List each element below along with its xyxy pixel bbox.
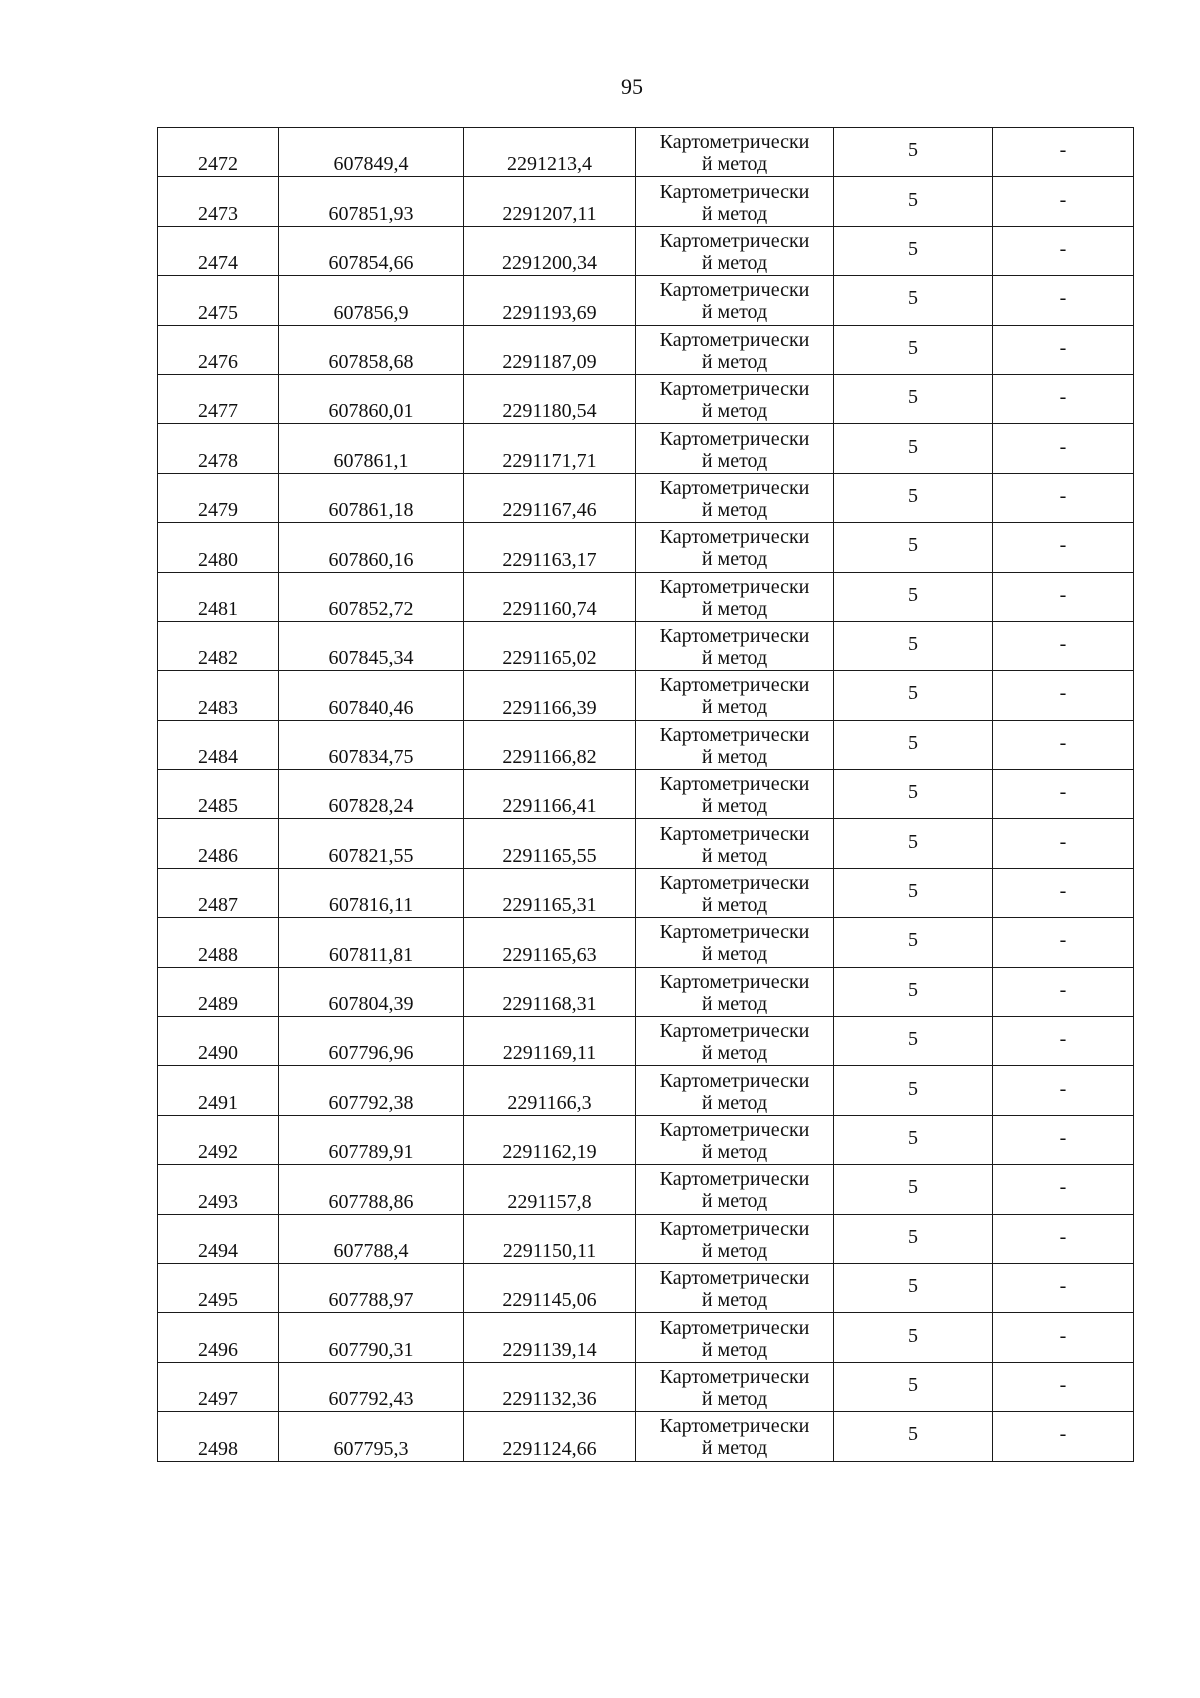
y-coordinate-cell: 2291132,36	[464, 1362, 636, 1411]
point-id-cell: 2486	[158, 819, 279, 868]
method-text-line: Картометрически	[659, 328, 810, 351]
note-cell: -	[993, 128, 1134, 177]
point-id-cell: 2479	[158, 473, 279, 522]
table-row	[158, 276, 1134, 325]
y-coordinate-cell: 2291145,06	[464, 1263, 636, 1312]
x-coordinate-cell: 607789,91	[279, 1115, 464, 1164]
method-text-line: й метод	[701, 894, 768, 917]
method-text-line: й метод	[701, 1289, 768, 1312]
table-row	[158, 523, 1134, 572]
y-coordinate-cell: 2291166,39	[464, 671, 636, 720]
method-text-line: й метод	[701, 350, 768, 373]
point-id-cell: 2485	[158, 770, 279, 819]
coordinates-table	[157, 127, 1134, 1462]
y-coordinate-cell: 2291207,11	[464, 177, 636, 226]
point-id-cell: 2482	[158, 621, 279, 670]
method-cell	[636, 967, 834, 1016]
accuracy-cell: 5	[834, 1017, 993, 1066]
accuracy-cell: 5	[834, 918, 993, 967]
note-cell: -	[993, 967, 1134, 1016]
method-text-line: Картометрически	[659, 970, 810, 993]
y-coordinate-cell: 2291166,41	[464, 770, 636, 819]
accuracy-cell: 5	[834, 177, 993, 226]
y-coordinate-cell: 2291150,11	[464, 1214, 636, 1263]
method-text-line: й метод	[701, 400, 768, 423]
accuracy-cell: 5	[834, 819, 993, 868]
accuracy-cell: 5	[834, 1214, 993, 1263]
table-row	[158, 1017, 1134, 1066]
x-coordinate-cell: 607834,75	[279, 720, 464, 769]
method-text-line: й метод	[701, 1190, 768, 1213]
table-row	[158, 177, 1134, 226]
method-text-line: й метод	[701, 548, 768, 571]
note-cell: -	[993, 720, 1134, 769]
method-text-line: й метод	[701, 498, 768, 521]
method-text-line: Картометрически	[659, 1069, 810, 1092]
method-text-line: й метод	[701, 301, 768, 324]
note-cell: -	[993, 1362, 1134, 1411]
method-text-line: й метод	[701, 1091, 768, 1114]
note-cell: -	[993, 1115, 1134, 1164]
table-row	[158, 918, 1134, 967]
accuracy-cell: 5	[834, 276, 993, 325]
point-id-cell: 2495	[158, 1263, 279, 1312]
method-cell	[636, 523, 834, 572]
accuracy-cell: 5	[834, 720, 993, 769]
y-coordinate-cell: 2291166,82	[464, 720, 636, 769]
x-coordinate-cell: 607816,11	[279, 868, 464, 917]
table-row	[158, 1313, 1134, 1362]
point-id-cell: 2481	[158, 572, 279, 621]
method-cell	[636, 325, 834, 374]
table-row	[158, 819, 1134, 868]
method-cell	[636, 1115, 834, 1164]
note-cell: -	[993, 621, 1134, 670]
point-id-cell: 2491	[158, 1066, 279, 1115]
y-coordinate-cell: 2291180,54	[464, 374, 636, 423]
method-cell	[636, 424, 834, 473]
x-coordinate-cell: 607795,3	[279, 1412, 464, 1461]
x-coordinate-cell: 607858,68	[279, 325, 464, 374]
y-coordinate-cell: 2291165,55	[464, 819, 636, 868]
note-cell: -	[993, 918, 1134, 967]
note-cell: -	[993, 1412, 1134, 1461]
x-coordinate-cell: 607804,39	[279, 967, 464, 1016]
method-text-line: й метод	[701, 943, 768, 966]
table-row	[158, 868, 1134, 917]
x-coordinate-cell: 607849,4	[279, 128, 464, 177]
table-row	[158, 967, 1134, 1016]
y-coordinate-cell: 2291171,71	[464, 424, 636, 473]
method-cell	[636, 1214, 834, 1263]
method-cell	[636, 1313, 834, 1362]
point-id-cell: 2494	[158, 1214, 279, 1263]
method-text-line: Картометрически	[659, 822, 810, 845]
x-coordinate-cell: 607796,96	[279, 1017, 464, 1066]
method-text-line: Картометрически	[659, 1020, 810, 1043]
method-cell	[636, 1066, 834, 1115]
y-coordinate-cell: 2291168,31	[464, 967, 636, 1016]
method-text-line: Картометрически	[659, 1365, 810, 1388]
method-cell	[636, 374, 834, 423]
y-coordinate-cell: 2291187,09	[464, 325, 636, 374]
method-cell	[636, 128, 834, 177]
method-cell	[636, 473, 834, 522]
y-coordinate-cell: 2291169,11	[464, 1017, 636, 1066]
method-cell	[636, 868, 834, 917]
method-text-line: Картометрически	[659, 279, 810, 302]
x-coordinate-cell: 607860,16	[279, 523, 464, 572]
method-text-line: й метод	[701, 1387, 768, 1410]
accuracy-cell: 5	[834, 1412, 993, 1461]
method-text-line: й метод	[701, 1437, 768, 1460]
method-cell	[636, 1263, 834, 1312]
method-text-line: Картометрически	[659, 575, 810, 598]
x-coordinate-cell: 607811,81	[279, 918, 464, 967]
method-text-line: Картометрически	[659, 872, 810, 895]
y-coordinate-cell: 2291166,3	[464, 1066, 636, 1115]
point-id-cell: 2480	[158, 523, 279, 572]
method-cell	[636, 177, 834, 226]
accuracy-cell: 5	[834, 621, 993, 670]
method-text-line: Картометрически	[659, 921, 810, 944]
method-text-line: Картометрически	[659, 1168, 810, 1191]
method-cell	[636, 226, 834, 275]
table-row	[158, 1412, 1134, 1461]
method-text-line: й метод	[701, 1042, 768, 1065]
x-coordinate-cell: 607788,86	[279, 1165, 464, 1214]
y-coordinate-cell: 2291165,63	[464, 918, 636, 967]
method-text-line: Картометрически	[659, 1415, 810, 1438]
table-row	[158, 325, 1134, 374]
table-row	[158, 1066, 1134, 1115]
table-row	[158, 1263, 1134, 1312]
method-cell	[636, 1412, 834, 1461]
method-text-line: й метод	[701, 153, 768, 176]
x-coordinate-cell: 607821,55	[279, 819, 464, 868]
point-id-cell: 2477	[158, 374, 279, 423]
x-coordinate-cell: 607788,97	[279, 1263, 464, 1312]
method-text-line: й метод	[701, 844, 768, 867]
note-cell: -	[993, 1017, 1134, 1066]
y-coordinate-cell: 2291213,4	[464, 128, 636, 177]
method-text-line: Картометрически	[659, 1267, 810, 1290]
note-cell: -	[993, 276, 1134, 325]
table-row	[158, 1362, 1134, 1411]
method-text-line: й метод	[701, 251, 768, 274]
y-coordinate-cell: 2291167,46	[464, 473, 636, 522]
method-cell	[636, 1165, 834, 1214]
method-cell	[636, 572, 834, 621]
accuracy-cell: 5	[834, 967, 993, 1016]
x-coordinate-cell: 607792,38	[279, 1066, 464, 1115]
method-text-line: й метод	[701, 795, 768, 818]
method-text-line: Картометрически	[659, 378, 810, 401]
method-text-line: й метод	[701, 696, 768, 719]
accuracy-cell: 5	[834, 572, 993, 621]
y-coordinate-cell: 2291165,31	[464, 868, 636, 917]
note-cell: -	[993, 1165, 1134, 1214]
table-row	[158, 424, 1134, 473]
point-id-cell: 2490	[158, 1017, 279, 1066]
accuracy-cell: 5	[834, 770, 993, 819]
method-cell	[636, 819, 834, 868]
x-coordinate-cell: 607840,46	[279, 671, 464, 720]
point-id-cell: 2492	[158, 1115, 279, 1164]
x-coordinate-cell: 607788,4	[279, 1214, 464, 1263]
note-cell: -	[993, 1066, 1134, 1115]
x-coordinate-cell: 607852,72	[279, 572, 464, 621]
method-text-line: Картометрически	[659, 1217, 810, 1240]
x-coordinate-cell: 607854,66	[279, 226, 464, 275]
method-cell	[636, 918, 834, 967]
accuracy-cell: 5	[834, 473, 993, 522]
accuracy-cell: 5	[834, 226, 993, 275]
accuracy-cell: 5	[834, 1313, 993, 1362]
note-cell: -	[993, 177, 1134, 226]
table-row	[158, 671, 1134, 720]
table-row	[158, 128, 1134, 177]
x-coordinate-cell: 607860,01	[279, 374, 464, 423]
method-text-line: Картометрически	[659, 131, 810, 154]
page-number: 95	[621, 74, 643, 99]
accuracy-cell: 5	[834, 523, 993, 572]
method-text-line: Картометрически	[659, 1316, 810, 1339]
accuracy-cell: 5	[834, 671, 993, 720]
accuracy-cell: 5	[834, 374, 993, 423]
y-coordinate-cell: 2291124,66	[464, 1412, 636, 1461]
y-coordinate-cell: 2291200,34	[464, 226, 636, 275]
y-coordinate-cell: 2291193,69	[464, 276, 636, 325]
table-row	[158, 1115, 1134, 1164]
method-text-line: Картометрически	[659, 427, 810, 450]
method-cell	[636, 671, 834, 720]
point-id-cell: 2474	[158, 226, 279, 275]
x-coordinate-cell: 607861,1	[279, 424, 464, 473]
y-coordinate-cell: 2291139,14	[464, 1313, 636, 1362]
point-id-cell: 2498	[158, 1412, 279, 1461]
note-cell: -	[993, 325, 1134, 374]
table-row	[158, 1165, 1134, 1214]
point-id-cell: 2476	[158, 325, 279, 374]
coordinates-table-body	[158, 128, 1134, 1462]
y-coordinate-cell: 2291160,74	[464, 572, 636, 621]
method-text-line: Картометрически	[659, 773, 810, 796]
method-text-line: й метод	[701, 597, 768, 620]
point-id-cell: 2496	[158, 1313, 279, 1362]
method-text-line: й метод	[701, 1141, 768, 1163]
point-id-cell: 2493	[158, 1165, 279, 1214]
y-coordinate-cell: 2291157,8	[464, 1165, 636, 1214]
table-row	[158, 770, 1134, 819]
table-row	[158, 572, 1134, 621]
accuracy-cell: 5	[834, 1263, 993, 1312]
note-cell: -	[993, 424, 1134, 473]
note-cell: -	[993, 572, 1134, 621]
note-cell: -	[993, 1313, 1134, 1362]
accuracy-cell: 5	[834, 1362, 993, 1411]
note-cell: -	[993, 671, 1134, 720]
y-coordinate-cell: 2291163,17	[464, 523, 636, 572]
method-cell	[636, 621, 834, 670]
note-cell: -	[993, 819, 1134, 868]
table-row	[158, 226, 1134, 275]
accuracy-cell: 5	[834, 1066, 993, 1115]
x-coordinate-cell: 607792,43	[279, 1362, 464, 1411]
method-text-line: й метод	[701, 745, 768, 768]
method-text-line: Картометрически	[659, 476, 810, 499]
accuracy-cell: 5	[834, 128, 993, 177]
point-id-cell: 2472	[158, 128, 279, 177]
note-cell: -	[993, 523, 1134, 572]
method-text-line: Картометрически	[659, 674, 810, 697]
method-text-line: й метод	[701, 1239, 768, 1262]
x-coordinate-cell: 607845,34	[279, 621, 464, 670]
accuracy-cell: 5	[834, 1165, 993, 1214]
method-text-line: й метод	[701, 992, 768, 1015]
note-cell: -	[993, 1214, 1134, 1263]
y-coordinate-cell: 2291165,02	[464, 621, 636, 670]
point-id-cell: 2489	[158, 967, 279, 1016]
method-cell	[636, 720, 834, 769]
x-coordinate-cell: 607790,31	[279, 1313, 464, 1362]
accuracy-cell: 5	[834, 424, 993, 473]
x-coordinate-cell: 607828,24	[279, 770, 464, 819]
point-id-cell: 2475	[158, 276, 279, 325]
y-coordinate-cell: 2291162,19	[464, 1115, 636, 1164]
note-cell: -	[993, 473, 1134, 522]
method-text-line: Картометрически	[659, 723, 810, 746]
method-text-line: Картометрически	[659, 229, 810, 252]
method-text-line: Картометрически	[659, 1119, 810, 1141]
point-id-cell: 2488	[158, 918, 279, 967]
method-cell	[636, 1017, 834, 1066]
point-id-cell: 2478	[158, 424, 279, 473]
table-row	[158, 473, 1134, 522]
method-cell	[636, 276, 834, 325]
note-cell: -	[993, 770, 1134, 819]
point-id-cell: 2497	[158, 1362, 279, 1411]
method-text-line: Картометрически	[659, 180, 810, 203]
table-row	[158, 374, 1134, 423]
point-id-cell: 2483	[158, 671, 279, 720]
note-cell: -	[993, 868, 1134, 917]
point-id-cell: 2487	[158, 868, 279, 917]
method-text-line: Картометрически	[659, 625, 810, 648]
accuracy-cell: 5	[834, 325, 993, 374]
note-cell: -	[993, 374, 1134, 423]
table-row	[158, 720, 1134, 769]
accuracy-cell: 5	[834, 868, 993, 917]
note-cell: -	[993, 1263, 1134, 1312]
method-text-line: Картометрически	[659, 526, 810, 549]
point-id-cell: 2473	[158, 177, 279, 226]
method-text-line: й метод	[701, 1338, 768, 1361]
method-text-line: й метод	[701, 202, 768, 225]
accuracy-cell: 5	[834, 1115, 993, 1164]
method-cell	[636, 1362, 834, 1411]
x-coordinate-cell: 607851,93	[279, 177, 464, 226]
note-cell: -	[993, 226, 1134, 275]
point-id-cell: 2484	[158, 720, 279, 769]
x-coordinate-cell: 607861,18	[279, 473, 464, 522]
method-cell	[636, 770, 834, 819]
method-text-line: й метод	[701, 449, 768, 472]
table-row	[158, 621, 1134, 670]
x-coordinate-cell: 607856,9	[279, 276, 464, 325]
method-text-line: й метод	[701, 647, 768, 670]
table-row	[158, 1214, 1134, 1263]
